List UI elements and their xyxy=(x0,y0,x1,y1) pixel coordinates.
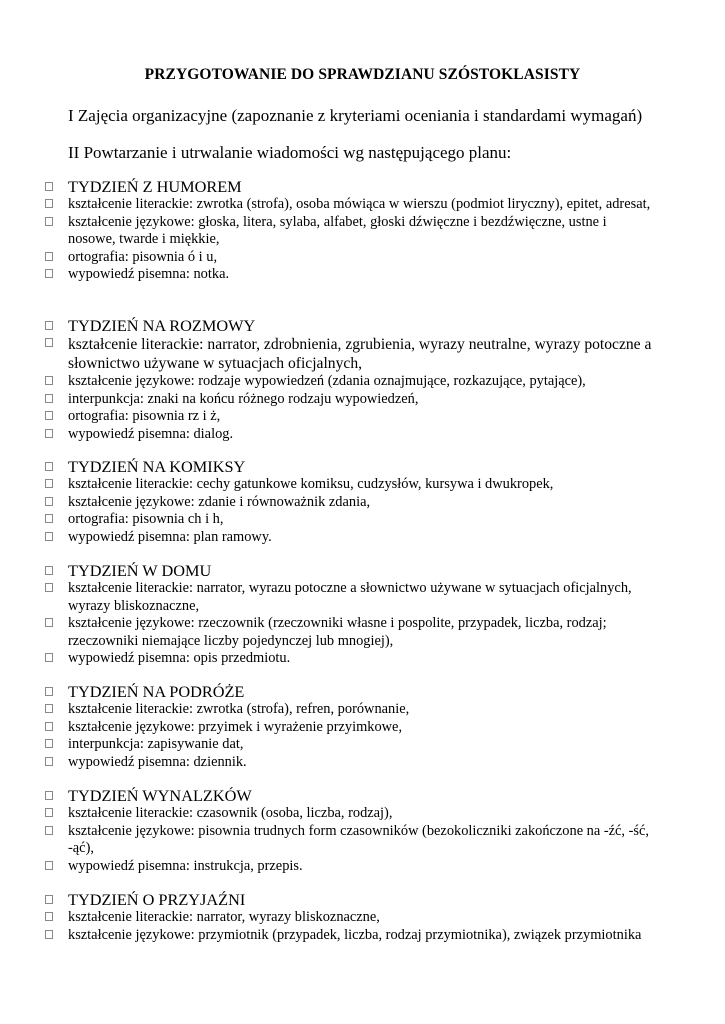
checkbox-bullet-icon xyxy=(45,182,53,191)
list-item-text: ortografia: pisownia rz i ż, xyxy=(68,408,221,424)
checkbox-bullet-icon xyxy=(45,739,53,748)
list-item-text: wypowiedź pisemna: opis przedmiotu. xyxy=(68,650,291,666)
checkbox-bullet-icon xyxy=(45,895,53,904)
list-item-text: kształcenie językowe: zdanie i równoważnik zdania, xyxy=(68,493,371,510)
checkbox-bullet-icon xyxy=(45,269,53,278)
list-item-text: kształcenie literackie: narrator, zdrobnienia, zgrubienia, wyrazy neutralne, wyrazy potoczne a słownictwo używane w sytuacjach oficjalnych, xyxy=(68,336,652,372)
list-item-text: wypowiedź pisemna: dziennik. xyxy=(68,753,247,770)
list-item xyxy=(0,266,725,284)
list-item xyxy=(0,373,725,391)
checkbox-bullet-icon xyxy=(45,618,53,627)
checkbox-bullet-icon xyxy=(45,757,53,766)
checkbox-bullet-icon xyxy=(45,338,53,347)
section-comics xyxy=(0,457,725,546)
checkbox-bullet-icon xyxy=(45,411,53,420)
section-heading: TYDZIEŃ Z HUMOREM xyxy=(68,177,242,196)
list-item xyxy=(0,823,725,858)
list-item xyxy=(0,927,725,945)
checkbox-bullet-icon xyxy=(45,704,53,713)
checkbox-bullet-icon xyxy=(45,429,53,438)
section-heading: TYDZIEŃ W DOMU xyxy=(68,561,212,580)
list-item-text: ortografia: pisownia ó i u, xyxy=(68,248,218,265)
list-item-text: wypowiedź pisemna: instrukcja, przepis. xyxy=(68,857,303,874)
list-item-text: kształcenie językowe: rodzaje wypowiedzeń (zdania oznajmujące, rozkazujące, pytające), xyxy=(68,373,586,389)
section-heading: TYDZIEŃ WYNALZKÓW xyxy=(68,786,252,805)
list-item xyxy=(0,335,725,373)
checkbox-bullet-icon xyxy=(45,826,53,835)
section-conversations xyxy=(0,316,725,443)
section-heading-row xyxy=(0,682,725,701)
checkbox-bullet-icon xyxy=(45,808,53,817)
checkbox-bullet-icon xyxy=(45,722,53,731)
section-heading-row xyxy=(0,786,725,805)
list-item-text: interpunkcja: znaki na końcu różnego rodzaju wypowiedzeń, xyxy=(68,390,419,407)
list-item xyxy=(0,736,725,754)
list-item-text: kształcenie literackie: czasownik (osoba, liczba, rodzaj), xyxy=(68,805,393,821)
list-item-text: kształcenie językowe: przymiotnik (przypadek, liczba, rodzaj przymiotnika), związek przymiotnika xyxy=(68,926,642,943)
list-item-text: wypowiedź pisemna: dialog. xyxy=(68,425,234,442)
checkbox-bullet-icon xyxy=(45,514,53,523)
list-item-text: kształcenie językowe: rzeczownik (rzeczowniki własne i pospolite, przypadek, liczba, rodzaj; rzeczowniki niemające liczby pojedynczej lub mnogiej), xyxy=(68,615,607,649)
checkbox-bullet-icon xyxy=(45,566,53,575)
checkbox-bullet-icon xyxy=(45,252,53,261)
list-item xyxy=(0,909,725,927)
list-item xyxy=(0,701,725,719)
list-item-text: interpunkcja: zapisywanie dat, xyxy=(68,736,244,752)
section-heading-row xyxy=(0,890,725,909)
list-item-text: kształcenie literackie: zwrotka (strofa), refren, porównanie, xyxy=(68,701,410,717)
list-item-text: kształcenie językowe: głoska, litera, sylaba, alfabet, głoski dźwięczne i bezdźwięczne, ustne i nosowe, twarde i miękkie, xyxy=(68,213,607,247)
checkbox-bullet-icon xyxy=(45,497,53,506)
list-item-text: kształcenie literackie: cechy gatunkowe komiksu, cudzysłów, kursywa i dwukropek, xyxy=(68,476,554,492)
list-item xyxy=(0,580,725,615)
intro-line-review-plan: II Powtarzanie i utrwalanie wiadomości wg następującego planu: xyxy=(68,143,512,162)
checkbox-bullet-icon xyxy=(45,217,53,226)
section-heading-row xyxy=(0,177,725,196)
checkbox-bullet-icon xyxy=(45,687,53,696)
list-item xyxy=(0,805,725,823)
section-heading: TYDZIEŃ NA PODRÓŻE xyxy=(68,682,245,701)
intro-line-organization: I Zajęcia organizacyjne (zapoznanie z kryteriami oceniania i standardami wymagań) xyxy=(68,106,643,125)
checkbox-bullet-icon xyxy=(45,321,53,330)
document-title: PRZYGOTOWANIE DO SPRAWDZIANU SZÓSTOKLASISTY xyxy=(144,66,581,83)
list-item xyxy=(0,426,725,444)
checkbox-bullet-icon xyxy=(45,791,53,800)
checkbox-bullet-icon xyxy=(45,462,53,471)
list-item-text: kształcenie językowe: przyimek i wyrażenie przyimkowe, xyxy=(68,718,403,735)
section-heading: TYDZIEŃ NA KOMIKSY xyxy=(68,457,246,476)
list-item-text: ortografia: pisownia ch i h, xyxy=(68,511,224,527)
checkbox-bullet-icon xyxy=(45,653,53,662)
list-item xyxy=(0,214,725,249)
list-item xyxy=(0,719,725,737)
section-humor xyxy=(0,177,725,284)
checkbox-bullet-icon xyxy=(45,930,53,939)
list-item-text: kształcenie językowe: pisownia trudnych form czasowników (bezokoliczniki zakończone na -źć, -ść, -ąć), xyxy=(68,822,649,856)
checkbox-bullet-icon xyxy=(45,376,53,385)
section-heading-row xyxy=(0,457,725,476)
section-friendship xyxy=(0,890,725,944)
list-item-text: wypowiedź pisemna: plan ramowy. xyxy=(68,528,272,545)
checkbox-bullet-icon xyxy=(45,861,53,870)
list-item xyxy=(0,650,725,668)
checkbox-bullet-icon xyxy=(45,199,53,208)
list-item xyxy=(0,408,725,426)
list-item xyxy=(0,511,725,529)
list-item xyxy=(0,754,725,772)
list-item xyxy=(0,249,725,267)
list-item-text: kształcenie literackie: narrator, wyrazu potoczne a słownictwo używane w sytuacjach oficjalnych, wyrazy bliskoznaczne, xyxy=(68,580,632,614)
checkbox-bullet-icon xyxy=(45,912,53,921)
section-travel xyxy=(0,682,725,771)
list-item xyxy=(0,615,725,650)
checkbox-bullet-icon xyxy=(45,532,53,541)
checkbox-bullet-icon xyxy=(45,583,53,592)
list-item xyxy=(0,391,725,409)
checkbox-bullet-icon xyxy=(45,394,53,403)
section-heading-row xyxy=(0,316,725,335)
list-item-text: kształcenie literackie: narrator, wyrazy bliskoznaczne, xyxy=(68,909,380,925)
list-item xyxy=(0,858,725,876)
list-item-text: wypowiedź pisemna: notka. xyxy=(68,266,230,282)
section-home xyxy=(0,561,725,668)
list-item xyxy=(0,476,725,494)
list-item xyxy=(0,494,725,512)
section-inventions xyxy=(0,786,725,875)
section-heading: TYDZIEŃ O PRZYJAŹNI xyxy=(68,890,246,909)
section-heading-row xyxy=(0,561,725,580)
section-heading: TYDZIEŃ NA ROZMOWY xyxy=(68,316,256,335)
checkbox-bullet-icon xyxy=(45,479,53,488)
list-item-text: kształcenie literackie: zwrotka (strofa), osoba mówiąca w wierszu (podmiot liryczny), epitet, adresat, xyxy=(68,196,651,212)
list-item xyxy=(0,196,725,214)
list-item xyxy=(0,529,725,547)
